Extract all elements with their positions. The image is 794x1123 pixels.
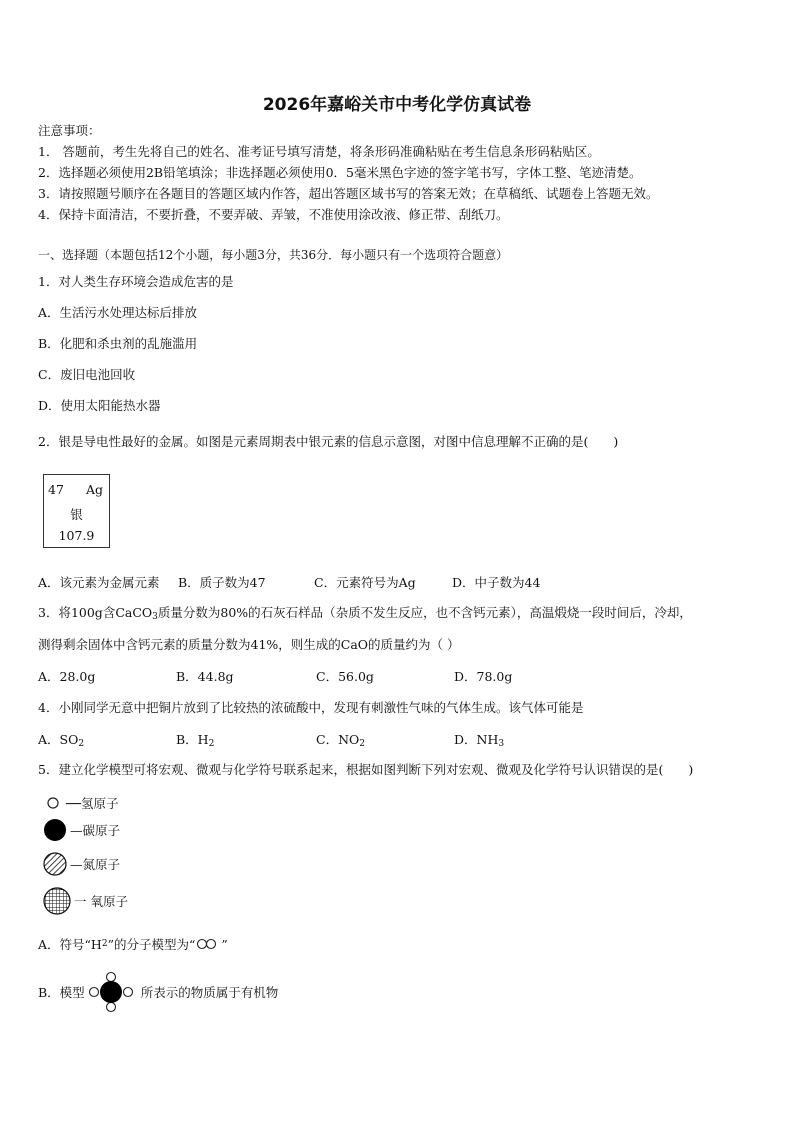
q3-options: [38, 667, 512, 685]
legend-nitrogen: [42, 851, 120, 877]
q3-option-b: B．44.8g: [176, 669, 234, 684]
notice-item-2: 2．选择题必须使用2B铅笔填涂；非选择题必须使用0．5毫米黑色字迹的签字笔书写，字体工整、笔迹清楚。: [38, 165, 642, 180]
q4-option-d: D．$NH_3$: [454, 732, 505, 749]
section-heading: 一、选择题（本题包括12个小题，每小题3分，共36分．每小题只有一个选项符合题意）: [38, 248, 509, 262]
q4-option-b: B．$H_2$: [176, 732, 215, 749]
q3-option-d: D．78.0g: [454, 669, 513, 684]
q4-stem: 4．小刚同学无意中把铜片放到了比较热的浓硫酸中，发现有刺激性气味的气体生成。该气体可能是: [38, 700, 584, 715]
atomic-number: 47: [48, 482, 64, 497]
q4-option-c: C．$NO_2$: [316, 732, 365, 749]
q2-option-a: A．该元素为金属元素: [38, 575, 160, 590]
oxygen-atom-icon: [42, 886, 72, 916]
page-title: 2026年嘉峪关市中考化学仿真试卷: [262, 95, 532, 115]
q1-option-b: B．化肥和杀虫剂的乱施滥用: [38, 336, 198, 351]
q4-options: [38, 730, 504, 749]
q5-stem: 5．建立化学模型可将宏观、微观与化学符号联系起来，根据如图判断下列对宏观、微观及化学符号认识错误的是( ): [38, 762, 694, 777]
q3-option-c: C．56.0g: [316, 669, 374, 684]
element-info-box: [43, 474, 110, 548]
q2-option-d: D．中子数为44: [452, 575, 541, 590]
q1-option-c: C．废旧电池回收: [38, 367, 136, 382]
q3-option-a: A．28.0g: [38, 669, 96, 684]
notice-item-3: 3．请按照题号顺序在各题目的答题区域内作答，超出答题区域书写的答案无效；在草稿纸、试题卷上答题无效。: [38, 186, 659, 201]
legend-nitrogen-label: —氮原子: [70, 857, 121, 872]
nitrogen-atom-icon: [42, 851, 68, 877]
q3-stem-line1: 3．将100g含CaCO$_3$质量分数为80%的石灰石样品（杂质不发生反应，也不含钙元素），高温煅烧一段时间后，冷却，: [38, 605, 692, 622]
element-symbol: Ag: [85, 482, 103, 497]
legend-oxygen: [42, 886, 128, 916]
methane-molecule-icon: [87, 970, 139, 1014]
notice-heading: 注意事项：: [38, 123, 101, 138]
q1-stem: 1．对人类生存环境会造成危害的是: [38, 274, 234, 289]
q2-options: [38, 573, 540, 591]
carbon-atom-icon: [42, 817, 68, 843]
legend-carbon-label: —碳原子: [70, 823, 121, 838]
legend-carbon: [42, 817, 120, 843]
atomic-mass: 107.9: [58, 528, 95, 543]
q4-option-a: A．$SO_2$: [38, 732, 85, 749]
element-name: 银: [70, 507, 83, 522]
notice-item-4: 4．保持卡面清洁，不要折叠，不要弄破、弄皱，不准使用涂改液、修正带、刮纸刀。: [38, 207, 509, 222]
hydrogen-atom-icon: [42, 794, 64, 812]
q1-option-a: A．生活污水处理达标后排放: [38, 305, 198, 320]
q5-option-b: B．模型 所表示的物质属于有机物: [38, 970, 278, 1014]
h2-molecule-icon: [195, 938, 221, 950]
notice-item-1: 1． 答题前，考生先将自己的姓名、准考证号填写清楚，将条形码准确粘贴在考生信息条形码粘贴区。: [38, 144, 600, 159]
legend-oxygen-label: 一 氧原子: [74, 894, 128, 909]
q5-option-a: A．符号“H 2 ”的分子模型为“ ”: [38, 936, 228, 952]
q3-stem-line2: 测得剩余固体中含钙元素的质量分数为41%，则生成的CaO的质量约为（ ）: [38, 637, 460, 652]
q2-stem: 2．银是导电性最好的金属。如图是元素周期表中银元素的信息示意图，对图中信息理解不正确的是( ): [38, 434, 619, 449]
q2-option-b: B．质子数为47: [178, 575, 266, 590]
q2-option-c: C．元素符号为Ag: [314, 575, 416, 590]
q1-option-d: D．使用太阳能热水器: [38, 398, 161, 413]
legend-hydrogen-label: ──氢原子: [66, 796, 119, 811]
legend-hydrogen: [42, 794, 119, 812]
